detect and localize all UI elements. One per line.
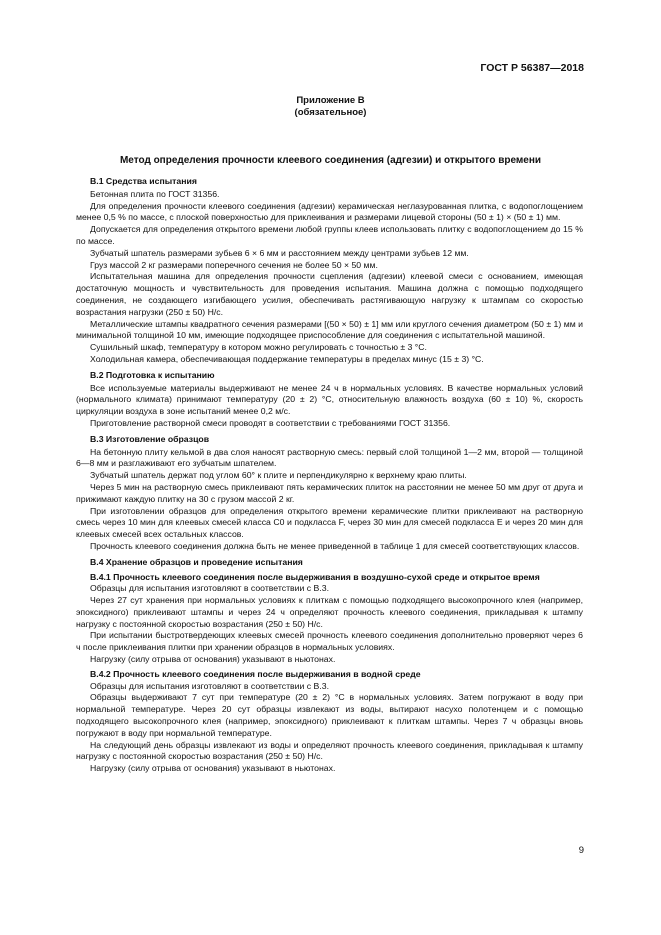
paragraph: Металлические штампы квадратного сечения размерами [(50 × 50) ± 1] мм или круглого сечения диаметром (50 ± 1) мм и минимальной толщиной 10 мм, имеющие подходящее приспособление для соединения с испытательной машиной.: [76, 318, 583, 341]
appendix-heading: [0, 95, 661, 119]
paragraph: Зубчатый шпатель размерами зубьев 6 × 6 мм и расстоянием между центрами зубьев 12 мм.: [90, 247, 469, 258]
paragraph: На бетонную плиту кельмой в два слоя наносят растворную смесь: первый слой толщиной 1—2 мм, второй — толщиной 6—8 мм и разглаживают его зубчатым шпателем.: [76, 446, 583, 469]
document-body: [76, 172, 583, 775]
section-heading-b2: В.2 Подготовка к испытанию: [90, 369, 215, 380]
section-heading-b1: В.1 Средства испытания: [90, 176, 197, 186]
paragraph: Прочность клеевого соединения должна быть не менее приведенной в таблице 1 для смесей соответствующих классов.: [90, 540, 580, 551]
appendix-title: Приложение В: [296, 95, 365, 106]
paragraph: Допускается для определения открытого времени любой группы клеев использовать плитку с водопоглощением до 15 % по массе.: [76, 224, 583, 246]
subsection-heading-b42: В.4.2 Прочность клеевого соединения после выдерживания в водной среде: [90, 668, 421, 679]
page-number: 9: [578, 845, 584, 856]
subsection-heading-b41: В.4.1 Прочность клеевого соединения после выдерживания в воздушно-сухой среде и открытое время: [90, 571, 540, 582]
paragraph: Через 5 мин на растворную смесь приклеивают пять керамических плиток на расстоянии не менее 50 мм друг от друга и прижимают каждую плитку на 30 с грузом массой 2 кг.: [76, 481, 583, 504]
paragraph: Нагрузку (силу отрыва от основания) указывают в ньютонах.: [90, 654, 336, 665]
paragraph: Бетонная плита по ГОСТ 31356.: [90, 188, 220, 199]
section-heading-b3: В.3 Изготовление образцов: [90, 433, 210, 444]
paragraph: Сушильный шкаф, температуру в котором можно регулировать с точностью ± 3 °С.: [90, 342, 427, 353]
paragraph: Зубчатый шпатель держат под углом 60° к плите и перпендикулярно к верхнему краю плиты.: [90, 470, 467, 481]
paragraph: Все используемые материалы выдерживают не менее 24 ч в нормальных условиях. В качестве нормальных условий (нормального климата) принимают температуру (20 ± 2) °С, относительную влажность воздуха (60 ± 10) %, скорость циркуляции воздуха в зоне испытаний менее 0,2 м/с.: [76, 382, 583, 417]
paragraph: Испытательная машина для определения прочности сцепления (адгезии) клеевой смеси с основанием, имеющая достаточную мощность и чувствительность для проведения испытания. Машина должна с помощью подходящего соединения, не создающего изгибающего усилия, обеспечивать растягивающую нагрузку к штампам со скоростью возрастания нагрузки (250 ± 50) Н/с.: [76, 271, 583, 317]
paragraph: Образцы для испытания изготовляют в соответствии с В.3.: [90, 680, 330, 691]
appendix-subtitle: (обязательное): [294, 107, 367, 118]
paragraph: Образцы выдерживают 7 сут при температуре (20 ± 2) °С в нормальных условиях. Затем погружают в воду при нормальной температуре. Через 20 сут образцы извлекают из воды, вытирают насухо полотенцем и с помощью подходящего высокопрочного клея (например, эпоксидного) приклеивают к плиткам штампы. Через 7 ч образцы вновь погружают в воду при нормальной температуре.: [76, 692, 583, 738]
paragraph: Холодильная камера, обеспечивающая поддержание температуры в пределах минус (15 ± 3) °С.: [90, 353, 484, 364]
section-heading-b4: В.4 Хранение образцов и проведение испытания: [90, 556, 303, 567]
paragraph: Для определения прочности клеевого соединения (адгезии) керамическая неглазурованная плитка, с водопоглощением менее 0,5 % по массе, с плоской поверхностью для приклеивания и размерами лицевой стороны (50 ± 1) × (50 ± 1) мм.: [76, 200, 583, 223]
main-title: Метод определения прочности клеевого соединения (адгезии) и открытого времени: [119, 155, 542, 166]
paragraph: При испытании быстротвердеющих клеевых смесей прочность клеевого соединения дополнительно проверяют через 6 ч после приклеивания плитки при хранении образцов в нормальных условиях.: [76, 630, 583, 653]
paragraph: На следующий день образцы извлекают из воды и определяют прочность клеевого соединения, прикладывая к штампу нагрузку с постоянной скоростью возрастания (250 ± 50) Н/с.: [76, 739, 583, 762]
paragraph: Через 27 сут хранения при нормальных условиях к плиткам с помощью подходящего высокопрочного клея (например, эпоксидного) приклеивают штампы и через 24 ч определяют прочность клеевого соединения, прикладывая к штампу нагрузку с постоянной скоростью возрастания (250 ± 50) Н/с.: [76, 595, 583, 629]
paragraph: Груз массой 2 кг размерами поперечного сечения не более 50 × 50 мм.: [90, 259, 378, 270]
document-id: ГОСТ Р 56387—2018: [480, 62, 584, 74]
paragraph: Нагрузку (силу отрыва от основания) указывают в ньютонах.: [90, 763, 336, 774]
paragraph: Приготовление растворной смеси проводят в соответствии с требованиями ГОСТ 31356.: [90, 417, 451, 428]
paragraph: При изготовлении образцов для определения открытого времени керамические плитки приклеивают на растворную смесь через 10 мин для клеевых смесей класса С0 и подкласса F, через 30 мин для смесей подкласса E и через 20 мин для клеевых смесей всех остальных классов.: [76, 505, 583, 540]
paragraph: Образцы для испытания изготовляют в соответствии с В.3.: [90, 583, 330, 594]
